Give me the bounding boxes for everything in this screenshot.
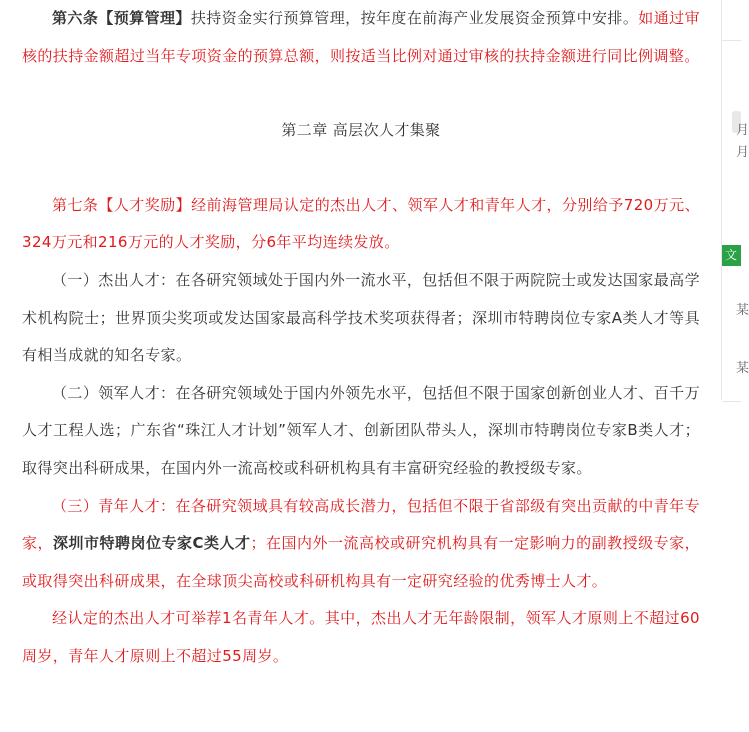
article-6-text: 扶持资金实行预算管理，按年度在前海产业发展资金预算中安排。 [190,9,639,27]
sidebar-text-3: 某 [736,303,749,318]
article-6-label: 第六条【预算管理】 [52,9,191,27]
item-young-talent-part1: （三）青年人才：在各研究领域具有较高成长潜力，包括但不限于省部级有突出贡献的中青年专家， [22,496,700,553]
sidebar-text-1: 月 [736,123,749,138]
sidebar-text-4: 某 [736,361,749,376]
article-6-highlight: 如通过审核的扶持金额超过当年专项资金的预算总额，则按适当比例对通过审核的扶持金额进行同比例调整。 [22,9,700,65]
article-6 [22,0,700,75]
article-7: 第七条【人才奖励】经前海管理局认定的杰出人才、领军人才和青年人才，分别给予720万元、324万元和216万元的人才奖励，分6年平均连续发放。 [22,195,700,252]
item-young-talent-bold: 深圳市特聘岗位专家C类人才 [53,534,251,553]
item-leading-talent: （二）领军人才：在各研究领域处于国内外领先水平，包括但不限于国家创新创业人才、百千万人才工程人选；广东省“珠江人才计划”领军人才、创新团队带头人，深圳市特聘岗位专家B类人才；取得突出科研成果，在国内外一流高校或科研机构具有丰富研究经验的教授级专家。 [22,383,700,477]
sidebar-text-2: 月 [736,145,749,160]
closing-paragraph: 经认定的杰出人才可举荐1名青年人才。其中，杰出人才无年龄限制，领军人才原则上不超过60周岁，青年人才原则上不超过55周岁。 [22,609,700,665]
item-young-talent [22,488,700,601]
sidebar-card[interactable] [722,40,749,402]
article-body [22,0,700,676]
right-sidebar [721,0,749,400]
sidebar-badge[interactable]: 文 [722,245,741,266]
chapter-heading: 第二章 高层次人才集聚 [281,121,441,140]
item-outstanding-talent: （一）杰出人才：在各研究领域处于国内外一流水平，包括但不限于两院院士或发达国家最高学术机构院士；世界顶尖奖项或发达国家最高科学技术奖项获得者；深圳市特聘岗位专家A类人才等具有相当成就的知名专家。 [22,270,700,365]
item-young-talent-part2: ；在国内外一流高校或研究机构具有一定影响力的副教授级专家，或取得突出科研成果，在全球顶尖高校或科研机构具有一定研究经验的优秀博士人才。 [22,534,700,590]
